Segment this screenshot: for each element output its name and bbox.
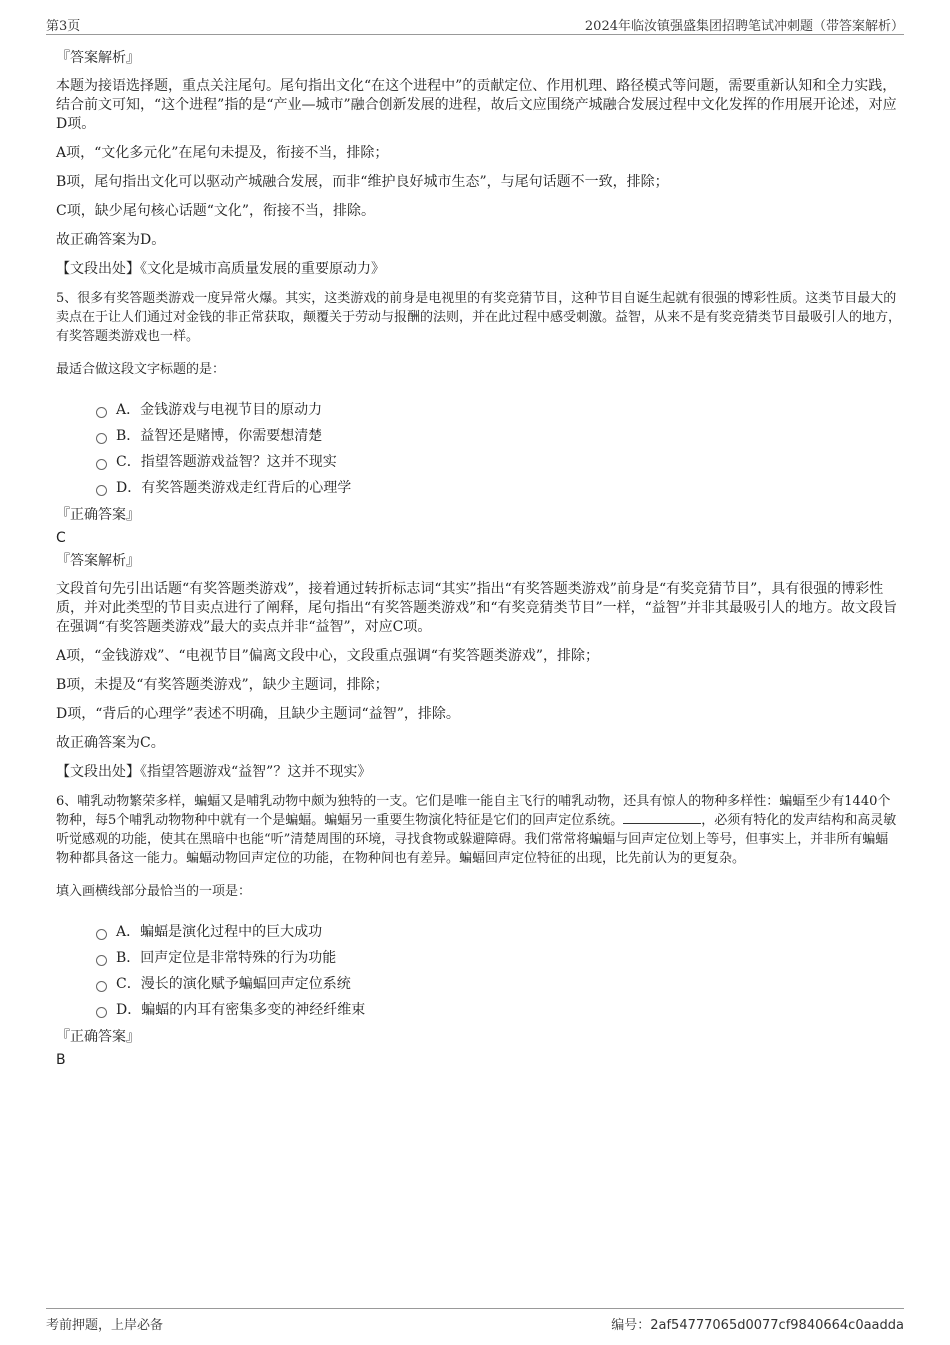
option-d[interactable] bbox=[96, 475, 901, 501]
analysis-label: 『答案解析』 bbox=[56, 50, 140, 66]
option-list bbox=[56, 397, 901, 501]
option-b[interactable] bbox=[96, 945, 901, 971]
q4-analysis-section bbox=[56, 48, 901, 279]
option-a[interactable] bbox=[96, 397, 901, 423]
question-6 bbox=[56, 792, 901, 1069]
option-c[interactable] bbox=[96, 971, 901, 997]
option-a-analysis: A项，“金钱游戏”、“电视节目”偏离文段中心，文段重点强调“有奖答题类游戏”，排除； bbox=[56, 648, 600, 664]
conclusion: 故正确答案为C。 bbox=[56, 735, 165, 751]
fill-blank bbox=[623, 811, 701, 824]
radio-button-icon[interactable] bbox=[96, 485, 107, 496]
option-d[interactable] bbox=[96, 997, 901, 1023]
radio-button-icon[interactable] bbox=[96, 433, 107, 444]
code-label: 编号： bbox=[611, 1318, 651, 1333]
question-stem: 5、很多有奖答题类游戏一度异常火爆。其实，这类游戏的前身是电视里的有奖竞猜节目，这种节目自诞生起就有很强的博彩性质。这类节目最大的卖点在于让人们通过对金钱的非正常获取，颠覆关于劳动与报酬的法则，并在此过程中感受刺激。益智，从来不是有奖竞猜类节目最吸引人的地方，有奖答题类游戏也一样。 bbox=[56, 291, 902, 344]
document-code bbox=[611, 1314, 904, 1333]
radio-button-icon[interactable] bbox=[96, 929, 107, 940]
option-c-analysis: C项，缺少尾句核心话题“文化”，衔接不当，排除。 bbox=[56, 203, 376, 219]
option-b-analysis: B项，尾句指出文化可以驱动产城融合发展，而非“维护良好城市生态”，与尾句话题不一致，排除； bbox=[56, 174, 669, 190]
option-label: B．益智还是赌博，你需要想清楚 bbox=[116, 428, 323, 444]
analysis-text: 本题为接语选择题，重点关注尾句。尾句指出文化“在这个进程中”的贡献定位、作用机理、路径模式等问题，需要重新认知和全力实践，结合前文可知，“这个进程”指的是“产业—城市”融合创新发展的进程，故后文应围绕产城融合发展过程中文化发挥的作用展开论述，对应D项。 bbox=[56, 78, 897, 132]
radio-button-icon[interactable] bbox=[96, 407, 107, 418]
option-b-analysis: B项，未提及“有奖答题类游戏”，缺少主题词，排除； bbox=[56, 677, 389, 693]
code-value: 2af54777065d0077cf9840664c0aadda bbox=[650, 1318, 904, 1333]
stem-after-blank: ，必须有特化的发声结构和高灵敏听觉感观的功能，使其在黑暗中也能“听”清楚周围的环境，寻找食物或躲避障碍。我们常常将蝙蝠与回声定位划上等号，但事实上，并非所有蝙蝠物种都具备这一能力。蝙蝠动物回声定位的功能，在物种间也有差异。蝙蝠回声定位特征的出现，比先前认为的更复杂。 bbox=[56, 813, 897, 866]
conclusion: 故正确答案为D。 bbox=[56, 232, 166, 248]
radio-button-icon[interactable] bbox=[96, 1007, 107, 1018]
option-a[interactable] bbox=[96, 919, 901, 945]
question-stem bbox=[56, 792, 901, 868]
correct-answer: B bbox=[56, 1052, 66, 1068]
option-list bbox=[56, 919, 901, 1023]
question-prompt: 最适合做这段文字标题的是： bbox=[56, 362, 226, 377]
option-label: D．有奖答题类游戏走红背后的心理学 bbox=[116, 480, 352, 496]
page-footer bbox=[46, 1308, 904, 1333]
question-prompt: 填入画横线部分最恰当的一项是： bbox=[56, 884, 252, 899]
radio-button-icon[interactable] bbox=[96, 981, 107, 992]
option-label: C．指望答题游戏益智？这并不现实 bbox=[116, 454, 337, 470]
page-header bbox=[46, 12, 904, 35]
question-5 bbox=[56, 289, 901, 782]
document-title: 2024年临汝镇强盛集团招聘笔试冲刺题（带答案解析） bbox=[584, 19, 904, 34]
radio-button-icon[interactable] bbox=[96, 955, 107, 966]
analysis-text: 文段首句先引出话题“有奖答题类游戏”，接着通过转折标志词“其实”指出“有奖答题类游戏”前身是“有奖竞猜节目”，具有很强的博彩性质，并对此类型的节目卖点进行了阐释，尾句指出“有奖答题类游戏”和“有奖竞猜类节目”一样，“益智”并非其最吸引人的地方。故文段旨在强调“有奖答题类游戏”最大的卖点并非“益智”，对应C项。 bbox=[56, 581, 897, 635]
option-label: D．蝙蝠的内耳有密集多变的神经纤维束 bbox=[116, 1002, 366, 1018]
source-citation: 【文段出处】《文化是城市高质量发展的重要原动力》 bbox=[56, 261, 385, 277]
footer-slogan: 考前押题，上岸必备 bbox=[46, 1318, 164, 1333]
document-body bbox=[56, 44, 901, 1071]
option-label: A．蝙蝠是演化过程中的巨大成功 bbox=[116, 924, 323, 940]
stem-before-blank: 6、哺乳动物繁荣多样，蝙蝠又是哺乳动物中颇为独特的一支。它们是唯一能自主飞行的哺乳动物，还具有惊人的物种多样性：蝙蝠至少有1440个物种，每5个哺乳动物物种中就有一个是蝙蝠。蝙蝠另一重要生物演化特征是它们的回声定位系统。 bbox=[56, 794, 891, 828]
option-label: A．金钱游戏与电视节目的原动力 bbox=[116, 402, 323, 418]
page-number: 第3页 bbox=[46, 19, 81, 34]
option-b[interactable] bbox=[96, 423, 901, 449]
correct-answer: C bbox=[56, 530, 66, 546]
option-c[interactable] bbox=[96, 449, 901, 475]
radio-button-icon[interactable] bbox=[96, 459, 107, 470]
source-citation: 【文段出处】《指望答题游戏“益智”？这并不现实》 bbox=[56, 764, 372, 780]
option-label: B．回声定位是非常特殊的行为功能 bbox=[116, 950, 337, 966]
analysis-label: 『答案解析』 bbox=[56, 553, 140, 569]
option-d-analysis: D项，“背后的心理学”表述不明确，且缺少主题词“益智”，排除。 bbox=[56, 706, 460, 722]
correct-answer-label: 『正确答案』 bbox=[56, 1029, 140, 1045]
option-a-analysis: A项，“文化多元化”在尾句未提及，衔接不当，排除； bbox=[56, 145, 389, 161]
correct-answer-label: 『正确答案』 bbox=[56, 507, 140, 523]
option-label: C．漫长的演化赋予蝙蝠回声定位系统 bbox=[116, 976, 351, 992]
